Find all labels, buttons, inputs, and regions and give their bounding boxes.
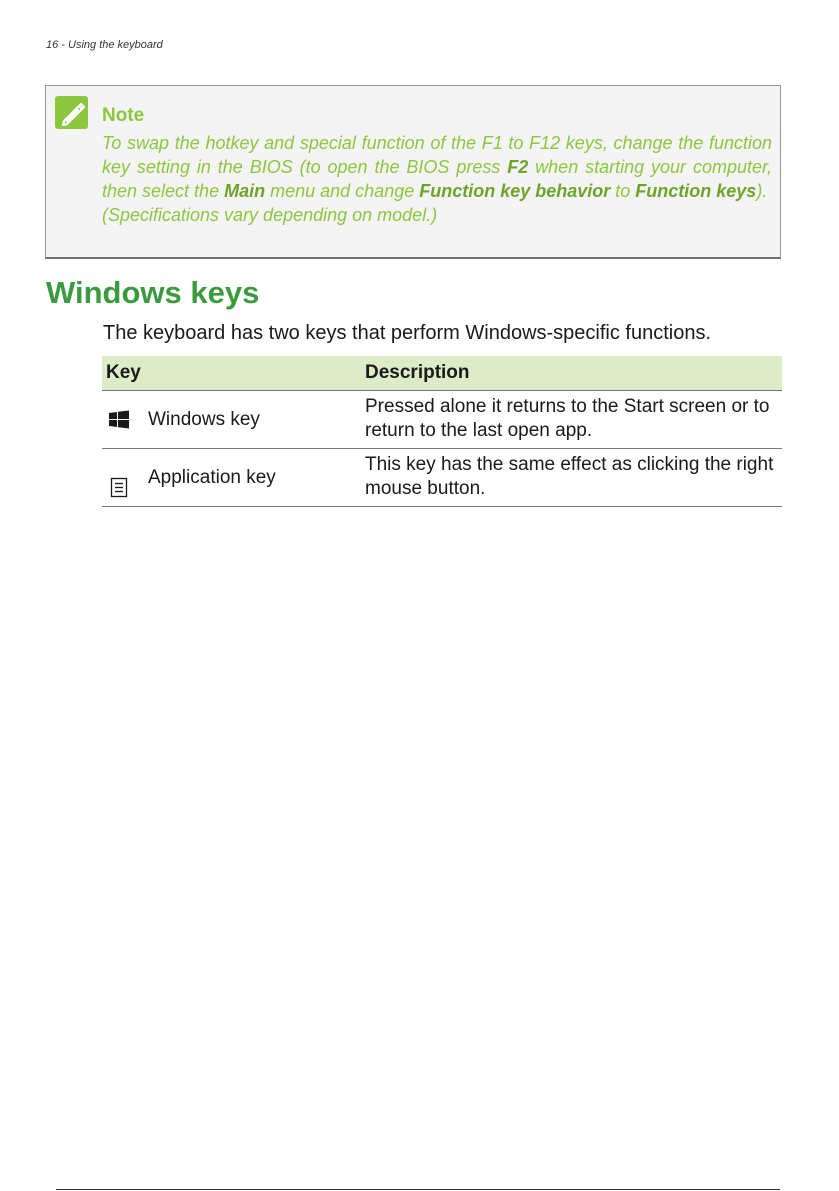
note-body xyxy=(102,131,772,227)
note-paragraph xyxy=(102,131,772,203)
table-row xyxy=(102,449,782,507)
table-cell-key xyxy=(102,391,361,449)
table-header-description: Description xyxy=(361,356,782,391)
note-text: To swap the hotkey and special function of the F1 to F12 keys, change the function key setting in the BIOS (to open the BIOS press xyxy=(102,133,772,177)
note-title: Note xyxy=(102,105,145,126)
note-text: when starting your computer, then select the xyxy=(102,157,772,201)
note-text: ). xyxy=(756,181,768,201)
note-spec-paragraph: (Specifications vary depending on model.) xyxy=(102,205,438,225)
section-title: Windows keys xyxy=(46,275,260,310)
pencil-icon xyxy=(55,96,88,129)
windows-keys-table xyxy=(102,356,782,507)
key-name: Windows key xyxy=(148,408,260,430)
running-header: 16 - Using the keyboard xyxy=(46,39,163,51)
footer-rule xyxy=(56,1189,780,1190)
table-header-row xyxy=(102,356,782,391)
table-cell-description: Pressed alone it returns to the Start screen or to return to the last open app. xyxy=(361,391,782,449)
note-emphasis: Function keys xyxy=(635,181,757,201)
table-header-key: Key xyxy=(102,356,361,391)
section-intro: The keyboard has two keys that perform Windows-specific functions. xyxy=(103,322,712,344)
note-text: menu and change xyxy=(265,181,420,201)
table-cell-description: This key has the same effect as clicking the right mouse button. xyxy=(361,449,782,507)
application-menu-icon xyxy=(106,474,132,500)
note-box xyxy=(45,85,781,259)
windows-logo-icon xyxy=(106,407,132,433)
note-emphasis: Main xyxy=(224,181,266,201)
note-text: to xyxy=(610,181,636,201)
note-emphasis: Function key behavior xyxy=(419,181,611,201)
table-row xyxy=(102,391,782,449)
note-emphasis: F2 xyxy=(507,157,529,177)
table-cell-key xyxy=(102,449,361,507)
key-name: Application key xyxy=(148,467,276,488)
